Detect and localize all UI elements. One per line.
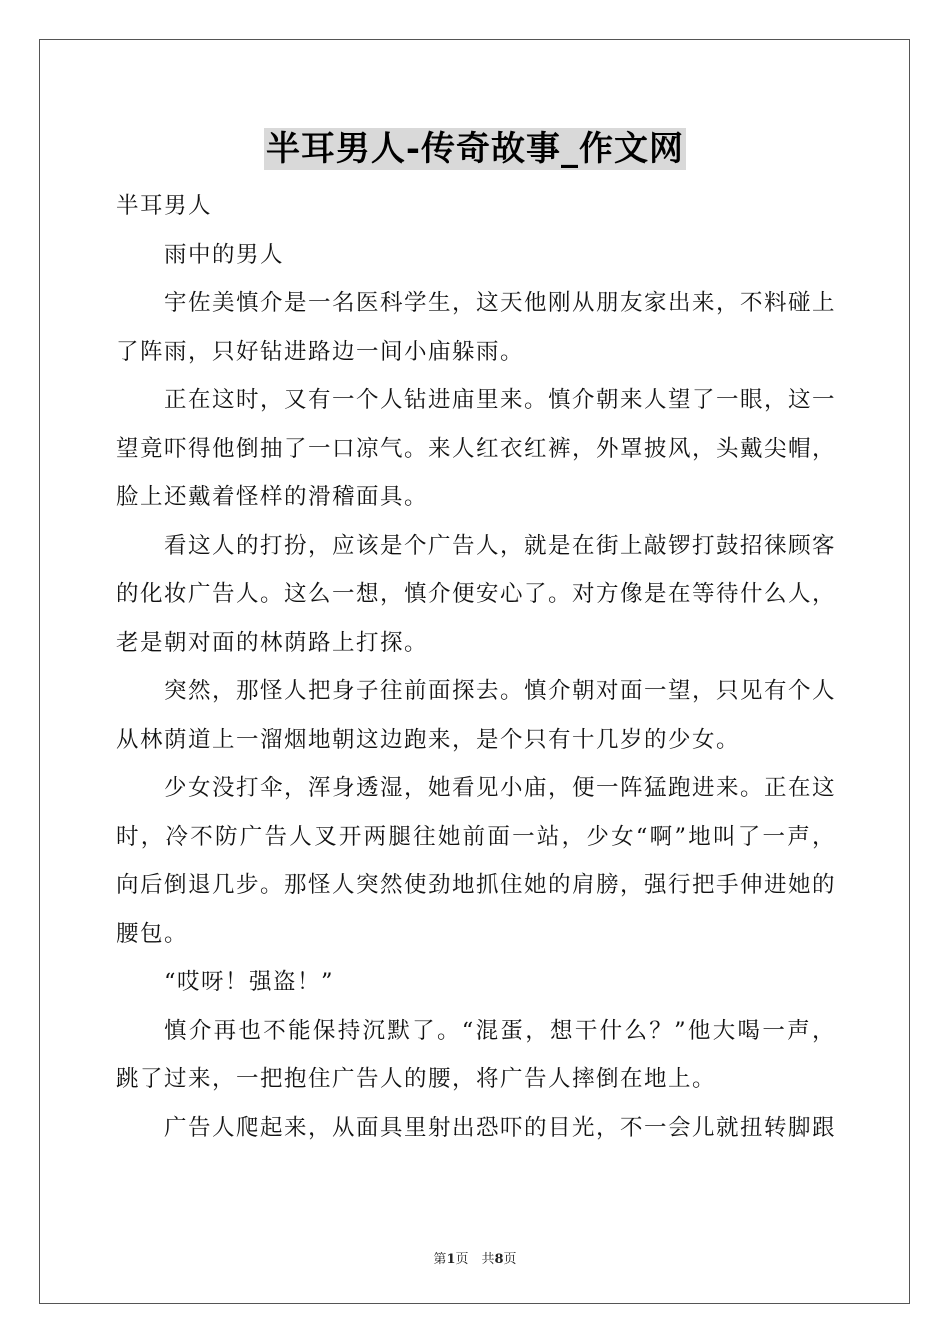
paragraph: 正在这时，又有一个人钻进庙里来。慎介朝来人望了一眼，这一望竟吓得他倒抽了一口凉气。来人红衣红裤，外罩披风，头戴尖帽，脸上还戴着怪样的滑稽面具。 bbox=[116, 387, 837, 510]
document-body bbox=[116, 182, 836, 1152]
page-total: 8 bbox=[494, 1252, 504, 1267]
paragraph: 雨中的男人 bbox=[164, 241, 285, 268]
document-title: 半耳男人-传奇故事_作文网 bbox=[265, 129, 685, 169]
paragraph: 少女没打伞，浑身透湿，她看见小庙，便一阵猛跑进来。正在这时，冷不防广告人叉开两腿往她前面一站，少女“啊”地叫了一声，向后倒退几步。那怪人突然使劲地抓住她的肩膀，强行把手伸进她的腰包。 bbox=[116, 775, 837, 947]
page-suffix: 页 bbox=[503, 1252, 517, 1267]
page-mid: 页 共 bbox=[455, 1252, 495, 1267]
paragraph: 半耳男人 bbox=[116, 193, 213, 219]
paragraph: 宇佐美慎介是一名医科学生，这天他刚从朋友家出来，不料碰上了阵雨，只好钻进路边一间小庙躲雨。 bbox=[116, 290, 837, 365]
paragraph: 看这人的打扮，应该是个广告人，就是在街上敲锣打鼓招徕顾客的化妆广告人。这么一想，慎介便安心了。对方像是在等待什么人，老是朝对面的林荫路上打探。 bbox=[116, 532, 837, 656]
paragraph: 广告人爬起来，从面具里射出恐吓的目光，不一会儿就扭转脚跟 bbox=[164, 1114, 837, 1141]
title-container bbox=[0, 128, 950, 170]
page-prefix: 第 bbox=[433, 1252, 447, 1267]
paragraph: 突然，那怪人把身子往前面探去。慎介朝对面一望，只见有个人从林荫道上一溜烟地朝这边跑来，是个只有十几岁的少女。 bbox=[116, 678, 837, 753]
paragraph: 慎介再也不能保持沉默了。“混蛋，想干什么？”他大喝一声，跳了过来，一把抱住广告人的腰，将广告人摔倒在地上。 bbox=[116, 1017, 836, 1092]
paragraph: “哎呀！强盗！” bbox=[164, 969, 335, 995]
page-current: 1 bbox=[446, 1252, 456, 1267]
page-footer bbox=[0, 1248, 950, 1267]
